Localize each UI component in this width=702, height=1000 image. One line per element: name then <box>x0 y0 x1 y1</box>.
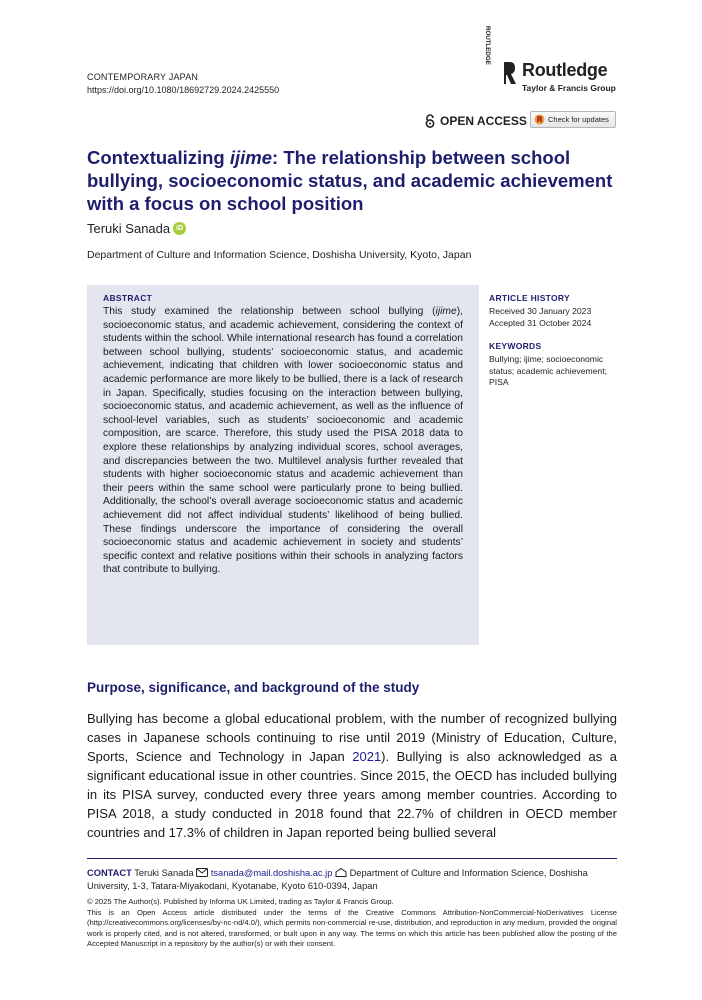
open-access-badge <box>424 114 527 128</box>
author-name[interactable]: Teruki Sanada <box>87 221 171 236</box>
license-text: This is an Open Access article distributed under the terms of the Creative Commons Attribution-NonCommercial-NoDerivatives License (http://creativecommons.org/licenses/by-nc-nd/4.0/), which permits non-commercial re-use, distribution, and reproduction in any medium, provided the original work is properly cited, and is not altered, transformed, or built upon in any way. The terms on which this article has been published allow the posting of the Accepted Manuscript in a repository by the author(s) or with their consent. <box>87 907 617 948</box>
license-block <box>87 897 617 950</box>
received-date: Received 30 January 2023 <box>489 306 592 316</box>
footer-divider <box>87 858 617 859</box>
routledge-mark-icon <box>484 26 516 98</box>
affiliation: Department of Culture and Information Science, Doshisha University, Kyoto, Japan <box>87 249 472 261</box>
contact-address: Department of Culture and Information Science, Doshisha University, 1-3, Tatara-Miyakodani, Kyotanabe, Kyoto 610-0394, Japan <box>87 868 588 891</box>
crossmark-icon <box>534 114 545 125</box>
abstract-heading: ABSTRACT <box>103 293 153 303</box>
doi-link[interactable]: https://doi.org/10.1080/18692729.2024.2425550 <box>87 85 280 95</box>
keywords-heading: KEYWORDS <box>489 341 542 351</box>
email-icon <box>196 868 208 877</box>
keywords-text: Bullying; ijime; socioeconomic status; academic achievement; PISA <box>489 354 607 387</box>
check-updates-button[interactable] <box>530 111 616 128</box>
contact-label: CONTACT <box>87 868 132 878</box>
open-access-label: OPEN ACCESS <box>440 114 527 128</box>
abstract-text: This study examined the relationship between school bullying (ijime), socioeconomic status, and academic achievement, considering the context of students within the school. While international research has found a correlation between school bullying, students’ socioeconomic status, and academic achievement, indicating that children with lower socioeconomic status and academic performance are more likely to be bullied, there is a lack of research in Japan. Specifically, studies focusing on the interaction between bullying, socioeconomic status, and academic achievement, as well as the influence of school-level variables, such as students’ socioeconomic and academic composition, are scarce. Therefore, this study used the PISA 2018 data to explore these relationships by analyzing individual scores, school averages, and discrepancies between the two. Multilevel analysis further revealed that students with higher socioeconomic status and academic achievement than their peers within the same school were particularly prone to being bullied. Additionally, the school’s overall average socioeconomic status and academic achievement did not affect individual students’ likelihood of being bullied. These findings underscore the importance of considering the overall socioeconomic status and academic achievement in society and students’ specific context and relative positions within their schools in analyzing factors that contribute to bullying. <box>103 306 463 576</box>
article-title: Contextualizing ijime: The relationship between school bullying, socioeconomic status, and academic achievement with a focus on school position <box>87 147 613 214</box>
journal-name: CONTEMPORARY JAPAN <box>87 72 199 82</box>
address-icon <box>335 868 347 877</box>
body-paragraph: Bullying has become a global educational problem, with the number of recognized bullying cases in Japanese schools continuing to rise until 2019 (Ministry of Education, Culture, Sports, Science and Technology in Japan 2021). Bullying is also acknowledged as a significant educational issue in other countries. Since 2015, the OECD has included bullying in its PISA survey, conducted every three years among member countries. According to PISA 2018, a study conducted in 2018 found that 22.7% of children in OECD member countries and 17.3% of children in Japan reported being bullied several <box>87 711 617 840</box>
routledge-logo <box>484 26 624 98</box>
publisher-subtitle: Taylor & Francis Group <box>522 83 616 93</box>
citation-link[interactable]: 2021 <box>352 749 382 764</box>
article-history-heading: ARTICLE HISTORY <box>489 293 571 303</box>
contact-name: Teruki Sanada <box>134 868 194 878</box>
check-updates-label: Check for updates <box>548 115 609 124</box>
orcid-icon[interactable]: iD <box>173 222 186 235</box>
copyright-line: © 2025 The Author(s). Published by Informa UK Limited, trading as Taylor & Francis Group. <box>87 897 394 906</box>
publisher-name: Routledge <box>522 60 608 80</box>
accepted-date: Accepted 31 October 2024 <box>489 318 592 328</box>
contact-email[interactable]: tsanada@mail.doshisha.ac.jp <box>210 868 333 878</box>
publisher-vertical-text: ROUTLEDGE <box>484 26 491 65</box>
author-line <box>87 221 186 236</box>
contact-block <box>87 867 617 892</box>
open-lock-icon <box>424 114 436 128</box>
section-heading: Purpose, significance, and background of the study <box>87 680 420 695</box>
